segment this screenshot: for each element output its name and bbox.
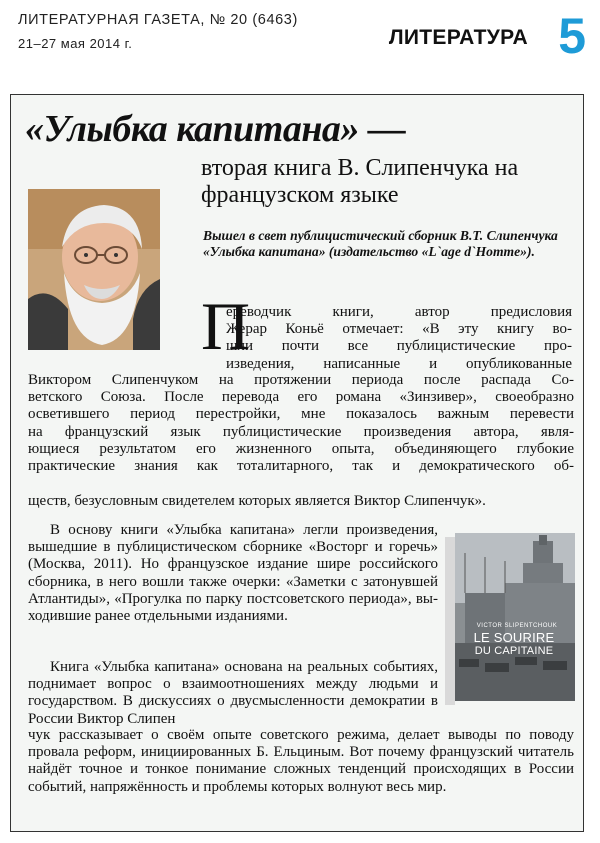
- text-line: на французский язык публицистические произведения автора, явля-: [28, 423, 574, 440]
- article-frame: [10, 94, 584, 832]
- paragraph-2: В основу книги «Улыбка капитана» легли произведения, вышедшие в публицистическом сборнике «Восторг и горечь» (Москва, 2011). Но французское издание шире российского сборника, в него вошли также очерки: «Заметки с затонувшей Атлантиды», «Прогулка по парку постсоветского периода», выходившие ранее отдельными изданиями.: [28, 522, 438, 625]
- text-line: шли почти все публицистические про-: [226, 338, 572, 355]
- text-line: ветского Союза. После перевода его романа «Зинзивер», своеобразно: [28, 389, 574, 406]
- article-title: «Улыбка капитана» —: [25, 108, 406, 150]
- issue-date: 21–27 мая 2014 г.: [18, 36, 133, 51]
- paragraph-3: Книга «Улыбка капитана» основана на реальных событиях, поднимает вопрос о взаимоотношениях между людьми и государством. В дискуссиях о двусмысленности демократии в России Виктор Слипен: [28, 659, 438, 727]
- text-line: Виктором Слипенчуком на протяжении периода после распада Со-: [28, 372, 574, 388]
- article-lead: Вышел в свет публицистический сборник В.Т. Слипенчука «Улыбка капитана» (издательство «L`age d`Homme»).: [203, 228, 558, 259]
- paragraph-1-start: [204, 304, 572, 373]
- section-title: ЛИТЕРАТУРА: [388, 26, 528, 49]
- text-line: ющиеся результатом его жизненного опыта, объединяющего глубокие: [28, 440, 574, 457]
- book-cover-image: [445, 533, 575, 705]
- book-author-label: VICTOR SLIPENTCHOUK: [476, 623, 558, 629]
- book-title-line-2: DU CAPITAINE: [474, 645, 554, 657]
- article-subtitle: вторая книга В. Слипенчука на французском языке: [201, 155, 519, 208]
- drop-cap: П: [201, 288, 251, 364]
- text-line: осветившего период перестройки, мне показалось важным перевести: [28, 406, 574, 423]
- page-number: 5: [558, 8, 586, 64]
- paragraph-1-continued: [28, 372, 574, 475]
- book-title-line-1: LE SOURIRE: [473, 630, 555, 645]
- text-line: изведения, написанные и опубликованные: [226, 355, 572, 372]
- paragraph-3-continued: чук рассказывает о своём опыте советского режима, делает выводы по поводу провала реформ, инициированных Б. Ельциным. Вот почему французский читатель найдёт точное и тонкое понимание сложных тенденций происходящих в России событий, напряжённость и проблемы которых волнуют весь мир.: [28, 727, 574, 795]
- newspaper-header: [18, 12, 298, 51]
- paragraph-1-last-line: ществ, безусловным свидетелем которых является Виктор Слипенчук».: [28, 493, 486, 509]
- text-line: ереводчик книги, автор предисловия: [226, 304, 572, 320]
- author-photo: [28, 189, 160, 350]
- text-line: Жерар Коньё отмечает: «В эту книгу во-: [226, 321, 572, 338]
- text-line: практические знания как тоталитарного, так и демократического об-: [28, 458, 574, 475]
- newspaper-title: ЛИТЕРАТУРНАЯ ГАЗЕТА, № 20 (6463): [18, 12, 298, 28]
